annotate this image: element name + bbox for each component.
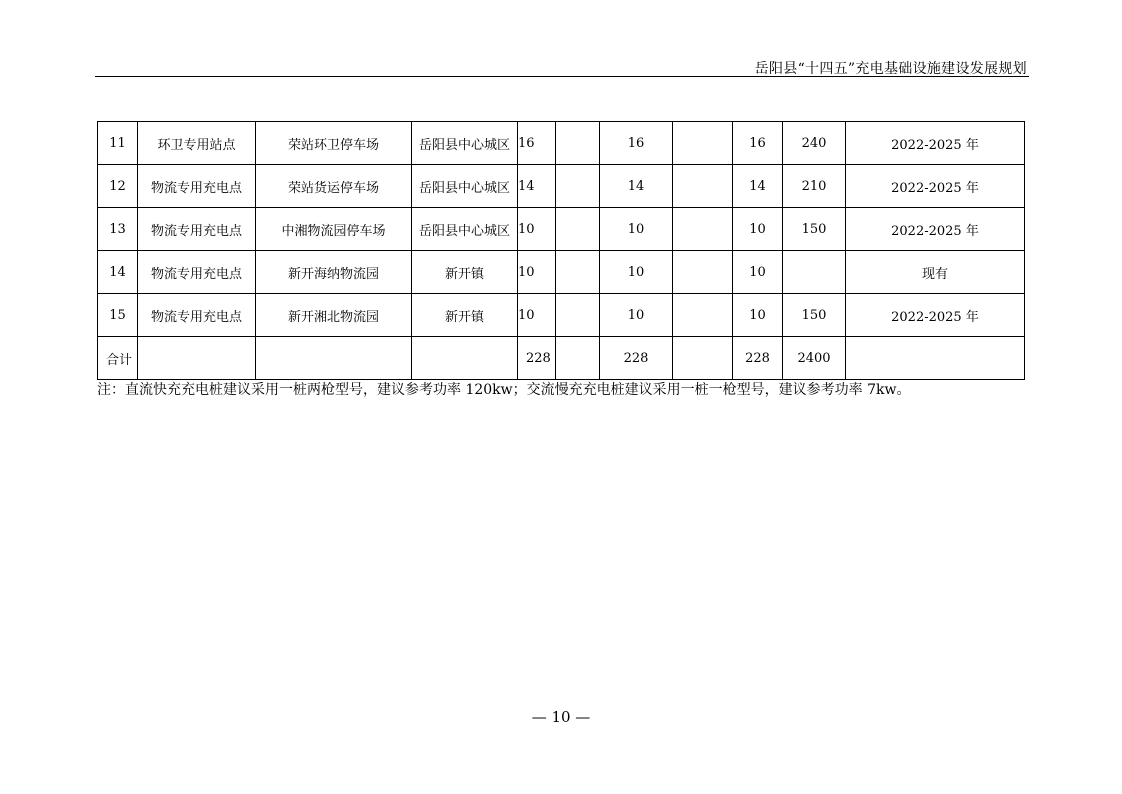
power-value: 210 xyxy=(783,165,846,208)
count-col-3: 10 xyxy=(600,208,673,251)
station-type: 物流专用充电点 xyxy=(138,251,256,294)
count-col-1: 16 xyxy=(518,122,556,165)
build-period: 2022-2025 年 xyxy=(846,122,1025,165)
empty-cell xyxy=(138,337,256,380)
power-value: 150 xyxy=(783,208,846,251)
count-col-4 xyxy=(673,122,733,165)
count-col-2 xyxy=(556,208,600,251)
row-number: 11 xyxy=(98,122,138,165)
table-row xyxy=(98,165,1025,208)
power-value: 240 xyxy=(783,122,846,165)
row-number: 13 xyxy=(98,208,138,251)
count-col-4 xyxy=(673,165,733,208)
empty-cell xyxy=(556,337,600,380)
count-col-4 xyxy=(673,294,733,337)
build-period: 现有 xyxy=(846,251,1025,294)
empty-cell xyxy=(846,337,1025,380)
document-header-title: 岳阳县“十四五”充电基础设施建设发展规划 xyxy=(754,61,1027,77)
station-site: 新开海纳物流园 xyxy=(256,251,412,294)
total-label: 合计 xyxy=(98,337,138,380)
power-value: 150 xyxy=(783,294,846,337)
count-col-4 xyxy=(673,251,733,294)
power-value xyxy=(783,251,846,294)
table-row xyxy=(98,294,1025,337)
count-col-5: 14 xyxy=(733,165,783,208)
station-type: 环卫专用站点 xyxy=(138,122,256,165)
count-col-3: 10 xyxy=(600,251,673,294)
build-period: 2022-2025 年 xyxy=(846,208,1025,251)
total-row xyxy=(98,337,1025,380)
header-divider xyxy=(95,76,1029,77)
count-col-5: 16 xyxy=(733,122,783,165)
station-site: 荣站货运停车场 xyxy=(256,165,412,208)
station-type: 物流专用充电点 xyxy=(138,208,256,251)
station-type: 物流专用充电点 xyxy=(138,294,256,337)
count-col-3: 16 xyxy=(600,122,673,165)
count-col-1: 10 xyxy=(518,251,556,294)
count-col-1: 14 xyxy=(518,165,556,208)
table-row xyxy=(98,208,1025,251)
station-area: 岳阳县中心城区 xyxy=(412,165,518,208)
station-site: 荣站环卫停车场 xyxy=(256,122,412,165)
count-col-2 xyxy=(556,294,600,337)
page-number: — 10 — xyxy=(531,708,591,726)
total-count-col-5: 228 xyxy=(733,337,783,380)
build-period: 2022-2025 年 xyxy=(846,165,1025,208)
total-power: 2400 xyxy=(783,337,846,380)
count-col-4 xyxy=(673,208,733,251)
count-col-1: 10 xyxy=(518,208,556,251)
station-site: 新开湘北物流园 xyxy=(256,294,412,337)
empty-cell xyxy=(256,337,412,380)
count-col-1: 10 xyxy=(518,294,556,337)
count-col-5: 10 xyxy=(733,208,783,251)
station-type: 物流专用充电点 xyxy=(138,165,256,208)
count-col-2 xyxy=(556,122,600,165)
count-col-5: 10 xyxy=(733,251,783,294)
station-site: 中湘物流园停车场 xyxy=(256,208,412,251)
table-row xyxy=(98,251,1025,294)
row-number: 14 xyxy=(98,251,138,294)
charging-station-table xyxy=(97,121,1025,380)
count-col-5: 10 xyxy=(733,294,783,337)
count-col-2 xyxy=(556,165,600,208)
build-period: 2022-2025 年 xyxy=(846,294,1025,337)
station-area: 新开镇 xyxy=(412,251,518,294)
count-col-3: 14 xyxy=(600,165,673,208)
empty-cell xyxy=(673,337,733,380)
table-row xyxy=(98,122,1025,165)
count-col-3: 10 xyxy=(600,294,673,337)
row-number: 15 xyxy=(98,294,138,337)
station-area: 新开镇 xyxy=(412,294,518,337)
table-footnote: 注：直流快充充电桩建议采用一桩两枪型号，建议参考功率 120kw；交流慢充充电桩建议采用一桩一枪型号，建议参考功率 7kw。 xyxy=(97,382,911,398)
station-area: 岳阳县中心城区 xyxy=(412,122,518,165)
count-col-2 xyxy=(556,251,600,294)
total-count-col-3: 228 xyxy=(600,337,673,380)
empty-cell xyxy=(412,337,518,380)
total-count-col-1: 228 xyxy=(518,337,556,380)
row-number: 12 xyxy=(98,165,138,208)
station-area: 岳阳县中心城区 xyxy=(412,208,518,251)
